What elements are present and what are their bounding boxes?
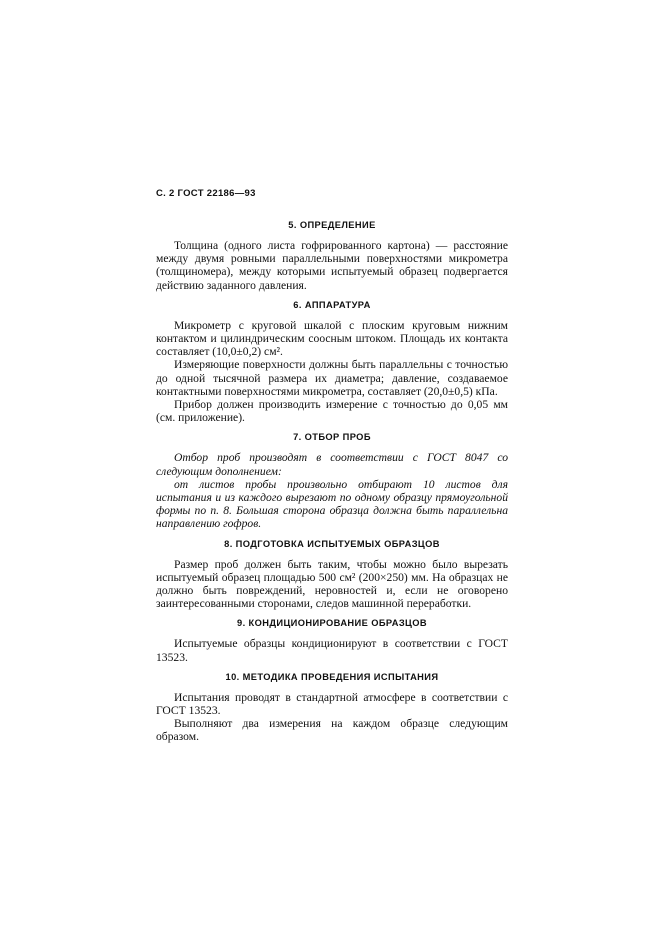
paragraph: Отбор проб производят в соответствии с ГОСТ 8047 со следующим дополнением: <box>156 451 508 478</box>
paragraph: Выполняют два измерения на каждом образце следующим образом. <box>156 717 508 744</box>
section-conditioning <box>156 618 508 663</box>
paragraph: Прибор должен производить измерение с точностью до 0,05 мм (см. приложение). <box>156 398 508 425</box>
running-header: С. 2 ГОСТ 22186—93 <box>156 188 256 199</box>
paragraph: Испытания проводят в стандартной атмосфере в соответствии с ГОСТ 13523. <box>156 690 508 718</box>
section-apparatus <box>156 300 508 425</box>
paragraph: Толщина (одного листа гофрированного картона) — расстояние между двумя ровными параллельными поверхностями микрометра (толщиномера), между которыми испытуемый образец подвергается действию заданного давления. <box>156 239 508 292</box>
section-sampling <box>156 432 508 530</box>
section-heading: 7. ОТБОР ПРОБ <box>293 432 371 443</box>
document-page <box>156 188 508 752</box>
section-specimen-preparation <box>156 539 508 611</box>
section-heading: 9. КОНДИЦИОНИРОВАНИЕ ОБРАЗЦОВ <box>237 618 427 629</box>
paragraph: Микрометр с круговой шкалой с плоским круговым нижним контактом и цилиндрическим соосным штоком. Площадь их контакта составляет (10,0±0,2) см². <box>156 318 508 359</box>
section-definition <box>156 220 508 292</box>
paragraph: Испытуемые образцы кондиционируют в соответствии с ГОСТ 13523. <box>156 637 508 664</box>
paragraph: Размер проб должен быть таким, чтобы можно было вырезать испытуемый образец площадью 500 см² (200×250) мм. На образцах не должно быть повреждений, неровностей и, если не оговорено заинтересованными сторонами, следов машинной переработки. <box>156 557 508 611</box>
paragraph: от листов пробы произвольно отбирают 10 листов для испытания и из каждого вырезают по одному образцу прямоугольной формы по п. 8. Большая сторона образца должна быть параллельна направлению гофров. <box>156 477 508 531</box>
section-heading: 8. ПОДГОТОВКА ИСПЫТУЕМЫХ ОБРАЗЦОВ <box>224 538 440 549</box>
section-test-procedure <box>156 672 508 744</box>
section-heading: 5. ОПРЕДЕЛЕНИЕ <box>288 220 376 230</box>
section-heading: 6. АППАРАТУРА <box>293 299 371 310</box>
paragraph: Измеряющие поверхности должны быть параллельны с точностью до одной тысячной размера их диаметра; давление, создаваемое контактными поверхностями микрометра, составляет (20,0±0,5) кПа. <box>156 358 508 398</box>
section-heading: 10. МЕТОДИКА ПРОВЕДЕНИЯ ИСПЫТАНИЯ <box>225 671 439 682</box>
